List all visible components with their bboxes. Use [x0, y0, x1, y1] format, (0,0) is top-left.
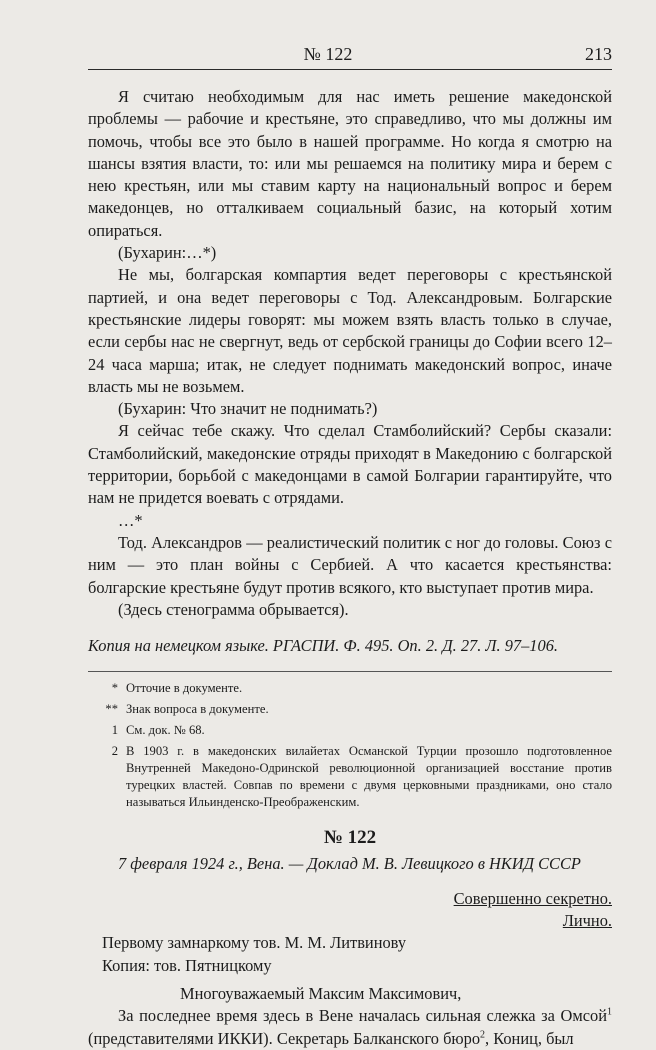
paragraph: Я сейчас тебе скажу. Что сделал Стамболийский? Сербы сказали: Стамболийский, македонские отряды приходят в Македонию с болгарской территории, борьбой с македонцами в самой Болгарии гарантируйте, что нам не придется воевать с отрядами.	[88, 421, 612, 508]
footnote-ref: 1	[607, 1006, 612, 1018]
header-doc-ref: № 122	[303, 44, 353, 64]
footnote-mark: 2	[111, 744, 118, 759]
paragraph: Не мы, болгарская компартия ведет переговоры с крестьянской партией, и она ведет переговоры с Тод. Александровым. Болгарские крестьянские лидеры говорят: мы можем взять власть только в случае, если сербы нас не свергнут, ведь от сербской границы до Софии всего 12–24 часа марша; итак, не следует поднимать македонский вопрос, иначе власть мы не возьмем.	[88, 265, 612, 396]
footnote-ref: 2	[480, 1029, 486, 1041]
paragraph: Тод. Александров — реалистический политик с ног до головы. Союз с ним — это план войны с Сербией. А что касается крестьянства: болгарские крестьяне будут против всякого, кто выступает против мира.	[88, 532, 612, 597]
footnote-mark: *	[111, 681, 118, 696]
footnote	[88, 701, 612, 718]
document-title: 7 февраля 1924 г., Вена. — Доклад М. В. Левицкого в НКИД СССР	[118, 854, 581, 874]
footnote	[88, 743, 612, 811]
paragraph: Я считаю необходимым для нас иметь решение македонской проблемы — рабочие и крестьяне, это справедливо, что мы должны им помочь, чтобы все это было в нашей программе. Но когда я смотрю на шансы взятия власти, то: или мы решаемся на политику мира и берем с нею крестьян, или мы ставим карту на национальный вопрос и берем македонцев, но отталкиваем социальный базис, на который хотим опираться.	[88, 87, 612, 240]
footnote-mark: 1	[111, 723, 118, 738]
footnote	[88, 680, 612, 697]
letter-text: За последнее время здесь в Вене началась сильная слежка за Омсой	[118, 1006, 607, 1026]
letter-text: , Кониц, был	[485, 1028, 574, 1048]
letter-text: (представителями ИККИ). Секретарь Балканского бюро	[88, 1028, 481, 1048]
footnote-text: Отточие в документе.	[126, 681, 243, 696]
running-header	[0, 44, 656, 68]
classification-line-1: Совершенно секретно.	[453, 888, 612, 908]
classification-line-2: Лично.	[562, 911, 612, 931]
paragraph: (Здесь стенограмма обрывается).	[118, 599, 349, 619]
copy-addressee: Копия: тов. Пятницкому	[102, 955, 272, 975]
salutation: Многоуважаемый Максим Максимович,	[180, 983, 462, 1003]
footnote-mark: **	[105, 702, 118, 717]
page-body	[88, 86, 612, 1050]
header-rule	[88, 69, 612, 70]
page-number: 213	[585, 44, 612, 64]
document-number: № 122	[323, 827, 377, 849]
addressee: Первому замнаркому тов. М. М. Литвинову	[102, 933, 407, 953]
letter-paragraph	[88, 1005, 612, 1050]
archive-source-note: Копия на немецком языке. РГАСПИ. Ф. 495. Оп. 2. Д. 27. Л. 97–106.	[88, 636, 558, 656]
footnote-text: См. док. № 68.	[126, 723, 205, 738]
footnote-text: Знак вопроса в документе.	[126, 702, 269, 717]
footnotes	[88, 671, 612, 811]
paragraph: (Бухарин:…*)	[118, 243, 217, 263]
classification-marking	[88, 888, 612, 933]
paragraph: …*	[118, 510, 143, 530]
footnote-text: В 1903 г. в македонских вилайетах Османской Турции прозошло подготовленное Внутренней Македоно-Одринской революционной организацией восстание против турецких властей. Совпав по времени с двумя церковными праздниками, оно стало называться Ильинденско-Преображенским.	[126, 744, 612, 810]
paragraph: (Бухарин: Что значит не поднимать?)	[118, 399, 378, 419]
footnote	[88, 722, 612, 739]
